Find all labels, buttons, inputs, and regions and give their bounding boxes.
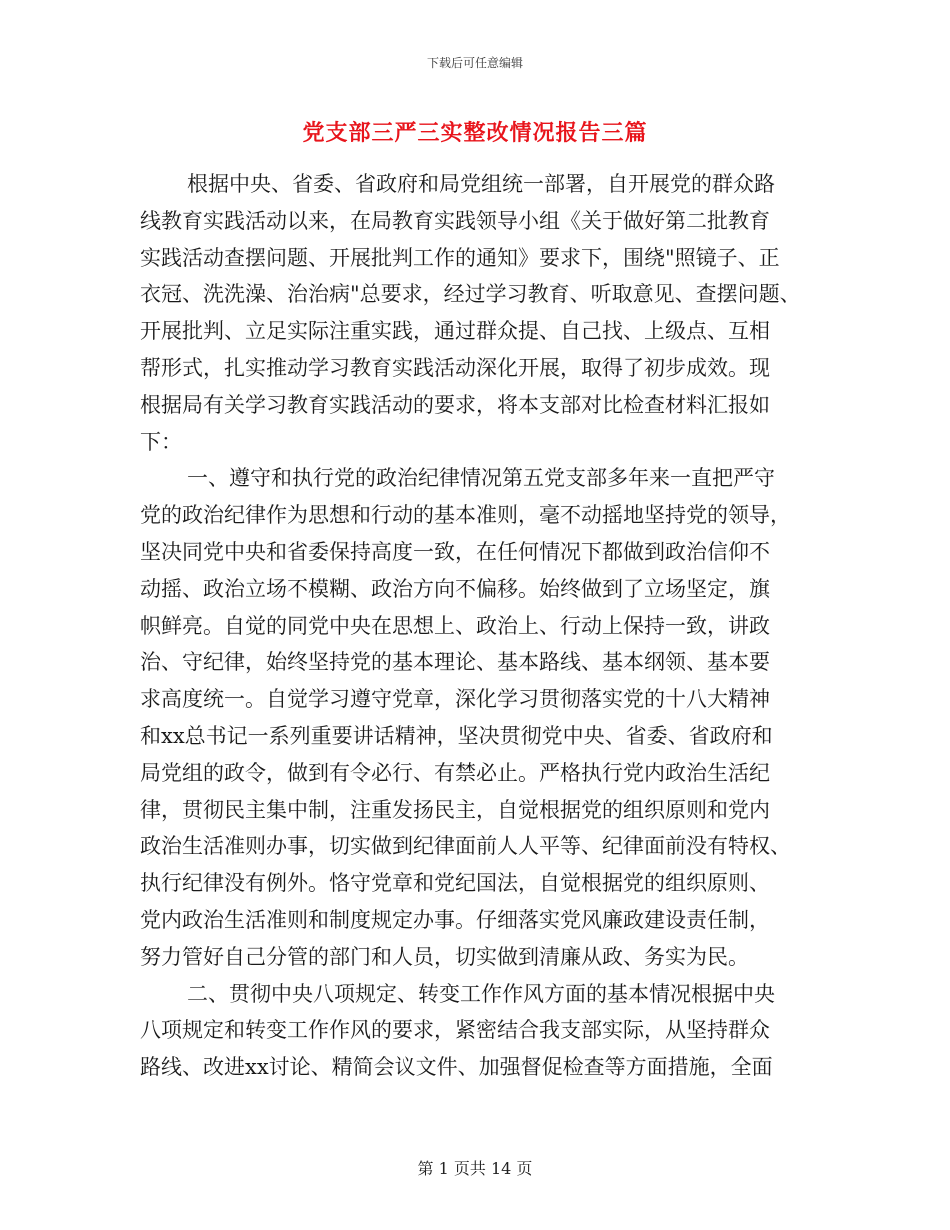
body-line: 求高度统一。自觉学习遵守党章，深化学习贯彻落实党的十八大精神: [140, 687, 770, 712]
body-line: 执行纪律没有例外。恪守党章和党纪国法，自觉根据党的组织原则、: [140, 871, 770, 896]
body-line: 党的政治纪律作为思想和行动的基本准则，毫不动摇地坚持党的领导，: [140, 503, 791, 528]
body-line: 动摇、政治立场不模糊、政治方向不偏移。始终做到了立场坚定，旗: [140, 576, 770, 601]
body-line: 努力管好自己分管的部门和人员，切实做到清廉从政、务实为民。: [140, 944, 749, 969]
body-line: 律，贯彻民主集中制，注重发扬民主，自觉根据党的组织原则和党内: [140, 797, 770, 822]
body-line: 党内政治生活准则和制度规定办事。仔细落实党风廉政建设责任制，: [140, 907, 770, 932]
body-line: 一、遵守和执行党的政治纪律情况第五党支部多年来一直把严守: [187, 466, 775, 491]
body-line: 根据局有关学习教育实践活动的要求，将本支部对比检查材料汇报如: [140, 392, 770, 417]
document-body: [140, 166, 820, 1086]
body-line: 和xx总书记一系列重要讲话精神，坚决贯彻党中央、省委、省政府和: [140, 723, 773, 748]
body-line: 衣冠、洗洗澡、治治病"总要求，经过学习教育、听取意见、查摆问题、: [140, 282, 801, 307]
page-number: 第 1 页共 14 页: [417, 1159, 533, 1178]
body-line: 下：: [140, 429, 182, 454]
body-line: 二、贯彻中央八项规定、转变工作作风方面的基本情况根据中央: [187, 981, 775, 1006]
page-header-note: 下载后可任意编辑: [426, 56, 523, 70]
body-line: 八项规定和转变工作作风的要求，紧密结合我支部实际，从坚持群众: [140, 1018, 770, 1043]
document-title: 党支部三严三实整改情况报告三篇: [302, 120, 648, 146]
body-line: 政治生活准则办事，切实做到纪律面前人人平等、纪律面前没有特权、: [140, 834, 791, 859]
body-line: 根据中央、省委、省政府和局党组统一部署，自开展党的群众路: [187, 172, 775, 196]
body-line: 坚决同党中央和省委保持高度一致，在任何情况下都做到政治信仰不: [140, 539, 770, 564]
body-line: 帮形式，扎实推动学习教育实践活动深化开展，取得了初步成效。现: [140, 355, 770, 380]
body-line: 局党组的政令，做到有令必行、有禁必止。严格执行党内政治生活纪: [140, 760, 770, 785]
body-line: 线教育实践活动以来，在局教育实践领导小组《关于做好第二批教育: [140, 208, 770, 233]
body-line: 实践活动查摆问题、开展批判工作的通知》要求下，围绕"照镜子、正: [140, 245, 780, 270]
body-line: 帜鲜亮。自觉的同党中央在思想上、政治上、行动上保持一致，讲政: [140, 613, 770, 638]
body-line: 治、守纪律，始终坚持党的基本理论、基本路线、基本纲领、基本要: [140, 650, 770, 675]
body-line: 路线、改进xx讨论、精简会议文件、加强督促检查等方面措施，全面: [140, 1055, 773, 1080]
body-line: 开展批判、立足实际注重实践，通过群众提、自己找、上级点、互相: [140, 319, 770, 344]
